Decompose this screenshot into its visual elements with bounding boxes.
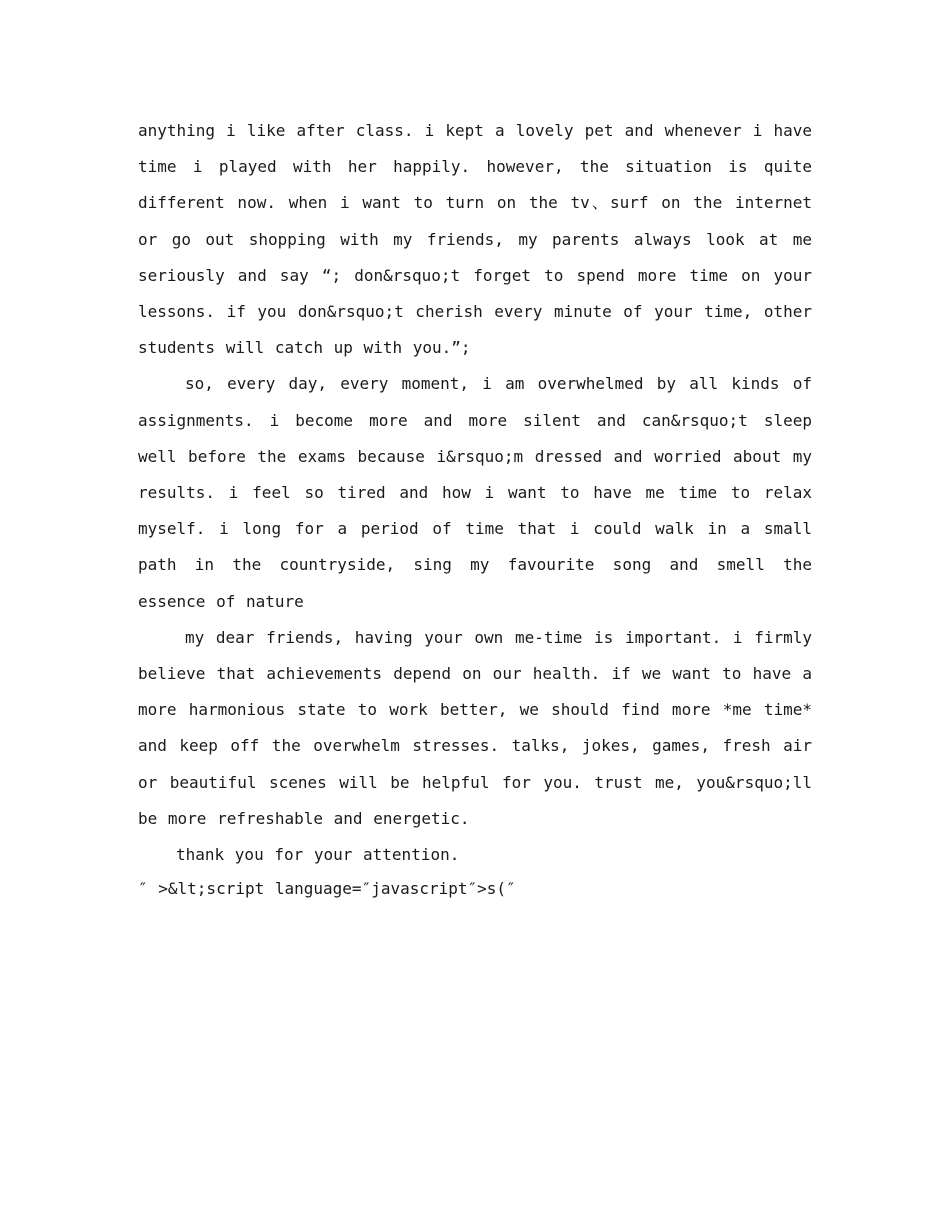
stray-script-text: ″ >&lt;script language=″javascript″>s(″ xyxy=(138,879,516,899)
paragraph-1: anything i like after class. i kept a lovely pet and whenever i have time i played with her happily. however, the situation is quite different now. when i want to turn on the tv、surf on the internet or go out shopping with my friends, my parents always look at me seriously and say “; don&rsquo;t forget to spend more time on your lessons. if you don&rsquo;t cherish every minute of your time, other students will catch up with you.”; xyxy=(138,121,812,358)
paragraph-2: so, every day, every moment, i am overwhelmed by all kinds of assignments. i become more and more silent and can&rsquo;t sleep well before the exams because i&rsquo;m dressed and worried about my results. i feel so tired and how i want to have me time to relax myself. i long for a period of time that i could walk in a small path in the countryside, sing my favourite song and smell the essence of nature xyxy=(138,374,812,611)
document-body xyxy=(138,113,812,907)
closing-line: thank you for your attention. xyxy=(176,845,460,865)
paragraph-3: my dear friends, having your own me-time is important. i firmly believe that achievements depend on our health. if we want to have a more harmonious state to work better, we should find more *me time* and keep off the overwhelm stresses. talks, jokes, games, fresh air or beautiful scenes will be helpful for you. trust me, you&rsquo;ll be more refreshable and energetic. xyxy=(138,627,812,828)
